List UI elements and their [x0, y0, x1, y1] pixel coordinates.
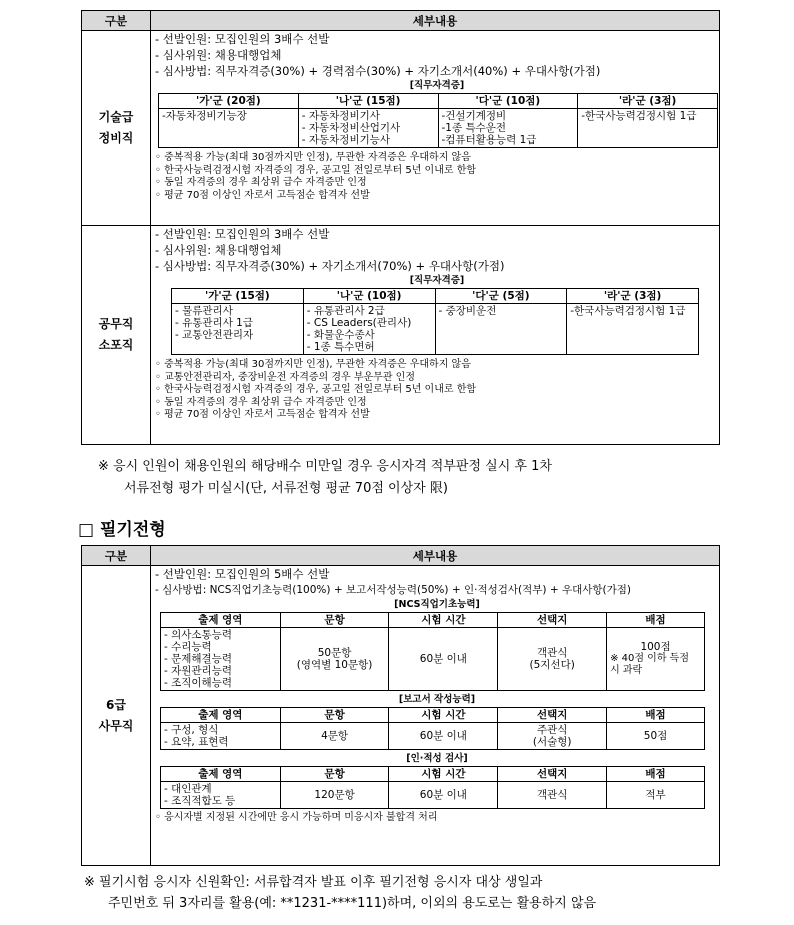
col-head: 시험 시간: [389, 708, 498, 723]
group-head: '가'군 (20점): [159, 94, 299, 109]
list-item: -자동차정비기능장: [162, 110, 247, 122]
question-count-sub: (영역별 10문항): [296, 659, 373, 671]
question-count: 4문항: [280, 723, 389, 750]
group-head: '다'군 (10점): [438, 94, 578, 109]
report-table: [160, 707, 705, 750]
report-subtitle: [보고서 작성능력]: [398, 694, 476, 705]
cert-subtitle: [직무자격증]: [409, 80, 465, 91]
col-head: 문항: [280, 708, 389, 723]
header-category: 구분: [82, 546, 151, 566]
row-category: 6급 사무직: [82, 566, 151, 866]
list-item: - 자동차정비기사: [301, 110, 380, 122]
written-exam-table: [81, 545, 720, 866]
list-item: - 자동차정비기능사: [301, 134, 391, 146]
header-details: 세부내용: [151, 11, 720, 31]
list-item: - 유통관리사 2급: [306, 305, 385, 317]
group-head: '나'군 (10점): [303, 289, 435, 304]
list-item: - 중장비운전: [438, 305, 497, 317]
ncs-subtitle: [NCS직업기초능력]: [394, 599, 480, 610]
row-category: 공무직 소포직: [82, 226, 151, 445]
col-head: 시험 시간: [389, 767, 498, 782]
list-item: - 수리능력: [164, 641, 212, 653]
cert-group-table: [158, 93, 718, 148]
table-row: [82, 31, 720, 226]
selection-count-line: - 선발인원: 모집인원의 3배수 선발: [155, 32, 330, 46]
reviewer-line: - 심사위원: 채용대행업체: [155, 48, 282, 62]
note-line: ◦ 한국사능력검정시험 자격증의 경우, 공고일 전일로부터 5년 이내로 한함: [155, 164, 477, 176]
group-head: '다'군 (5점): [435, 289, 567, 304]
list-item: - 요약, 표현력: [164, 736, 229, 748]
list-item: - 유통관리사 1급: [175, 317, 254, 329]
choice-type-sub: (5지선다): [529, 659, 575, 671]
row-details: [151, 226, 720, 445]
col-head: 배점: [607, 613, 705, 628]
col-head: 출제 영역: [161, 708, 281, 723]
list-item: - 교통안전관리자: [175, 329, 254, 341]
table-row: [82, 226, 720, 445]
list-item: - 조직적합도 등: [164, 795, 236, 807]
col-head: 출제 영역: [161, 767, 281, 782]
group-head: '나'군 (15점): [298, 94, 438, 109]
list-item: - 물류관리사: [175, 305, 233, 317]
note-line: ◦ 중복적용 가능(최대 30점까지만 인정), 무관한 자격증은 우대하지 않음: [155, 152, 471, 163]
list-item: - 의사소통능력: [164, 629, 232, 641]
row-category: 기술급 정비직: [82, 31, 151, 226]
group-head: '라'군 (3점): [567, 289, 699, 304]
list-item: - 자원관리능력: [164, 665, 232, 677]
question-count: 50문항: [317, 647, 352, 659]
remark-note-cont: 서류전형 평가 미실시(단, 서류전형 평균 70점 이상자 限): [124, 481, 448, 496]
note-line: ◦ 교통안전관리자, 중장비운전 자격증의 경우 부운무관 인정: [155, 371, 415, 383]
cert-group-table: [171, 288, 699, 355]
table-row: [82, 566, 720, 866]
note-line: ◦ 평균 70점 이상인 자로서 고득점순 합격자 선발: [155, 189, 370, 201]
note-line: ◦ 응시자별 지정된 시간에만 응시 가능하며 미응시자 불합격 처리: [155, 812, 438, 823]
header-category: 구분: [82, 11, 151, 31]
list-item: - 문제해결능력: [164, 653, 232, 665]
col-head: 시험 시간: [389, 613, 498, 628]
note-line: ◦ 한국사능력검정시험 자격증의 경우, 공고일 전일로부터 5년 이내로 한함: [155, 384, 477, 395]
list-item: - 화물운수종사: [306, 329, 375, 341]
list-item: - 대인관계: [164, 783, 212, 795]
remark-note-cont: 주민번호 뒤 3자리를 활용(예: **1231-****111)하며, 이외의 용도로는 활용하지 않음: [108, 896, 597, 911]
aptitude-table: [160, 766, 705, 809]
score: 100점: [640, 641, 671, 653]
method-line: - 심사방법: 직무자격증(30%) + 자기소개서(70%) + 우대사항(가점): [155, 259, 505, 273]
list-item: -컴퓨터활용능력 1급: [441, 134, 537, 146]
score-note: ※ 40점 이하 득점 시 과락: [610, 653, 690, 676]
header-details: 세부내용: [151, 546, 720, 566]
choice-type: 주관식: [536, 724, 568, 736]
group-head: '가'군 (15점): [172, 289, 304, 304]
exam-time: 60분 이내: [389, 628, 498, 691]
score: 적부: [607, 782, 705, 809]
group-head: '라'군 (3점): [578, 94, 718, 109]
list-item: - CS Leaders(관리사): [306, 317, 412, 329]
list-item: - 조직이해능력: [164, 677, 232, 689]
document-screening-table: [81, 10, 720, 445]
remark-note: ※ 응시 인원이 채용인원의 해당배수 미만일 경우 응시자격 적부판정 실시 후 1차: [98, 459, 552, 474]
col-head: 문항: [280, 767, 389, 782]
method-line: - 심사방법: NCS직업기초능력(100%) + 보고서작성능력(50%) + 인·적성검사(적부) + 우대사항(가점): [155, 584, 632, 596]
list-item: - 1종 특수면허: [306, 341, 375, 353]
exam-time: 60분 이내: [389, 723, 498, 750]
question-count: 120문항: [280, 782, 389, 809]
col-head: 출제 영역: [161, 613, 281, 628]
row-details: [151, 566, 720, 866]
col-head: 문항: [280, 613, 389, 628]
note-line: ◦ 동일 자격증의 경우 최상위 급수 자격증만 인정: [155, 177, 367, 188]
exam-time: 60분 이내: [389, 782, 498, 809]
method-line: - 심사방법: 직무자격증(30%) + 경력점수(30%) + 자기소개서(40%) + 우대사항(가점): [155, 64, 601, 78]
col-head: 선택지: [498, 708, 607, 723]
ncs-table: [160, 612, 705, 691]
list-item: - 자동차정비산업기사: [301, 122, 401, 134]
aptitude-subtitle: [인·적성 검사]: [406, 753, 468, 764]
col-head: 선택지: [498, 767, 607, 782]
score: 50점: [607, 723, 705, 750]
col-head: 배점: [607, 708, 705, 723]
section-title: □ 필기전형: [78, 520, 166, 540]
note-line: ◦ 중복적용 가능(최대 30점까지만 인정), 무관한 자격증은 우대하지 않음: [155, 359, 471, 370]
reviewer-line: - 심사위원: 채용대행업체: [155, 243, 282, 257]
list-item: -1종 특수운전: [441, 122, 507, 134]
choice-type: 객관식: [536, 647, 568, 659]
note-line: ◦ 평균 70점 이상인 자로서 고득점순 합격자 선발: [155, 409, 370, 420]
remark-note: ※ 필기시험 응시자 신원확인: 서류합격자 발표 이후 필기전형 응시자 대상 생일과: [84, 875, 543, 890]
col-head: 선택지: [498, 613, 607, 628]
list-item: - 구성, 형식: [164, 724, 219, 736]
choice-type: 객관식: [498, 782, 607, 809]
list-item: -한국사능력검정시험 1급: [581, 110, 697, 122]
list-item: -한국사능력검정시험 1급: [570, 305, 686, 317]
note-line: ◦ 동일 자격증의 경우 최상위 급수 자격증만 인정: [155, 396, 367, 408]
choice-type-sub: (서술형): [532, 736, 572, 748]
col-head: 배점: [607, 767, 705, 782]
selection-count-line: - 선발인원: 모집인원의 5배수 선발: [155, 567, 330, 581]
list-item: -건설기계정비: [441, 110, 507, 122]
cert-subtitle: [직무자격증]: [409, 275, 465, 286]
row-details: [151, 31, 720, 226]
selection-count-line: - 선발인원: 모집인원의 3배수 선발: [155, 227, 330, 241]
